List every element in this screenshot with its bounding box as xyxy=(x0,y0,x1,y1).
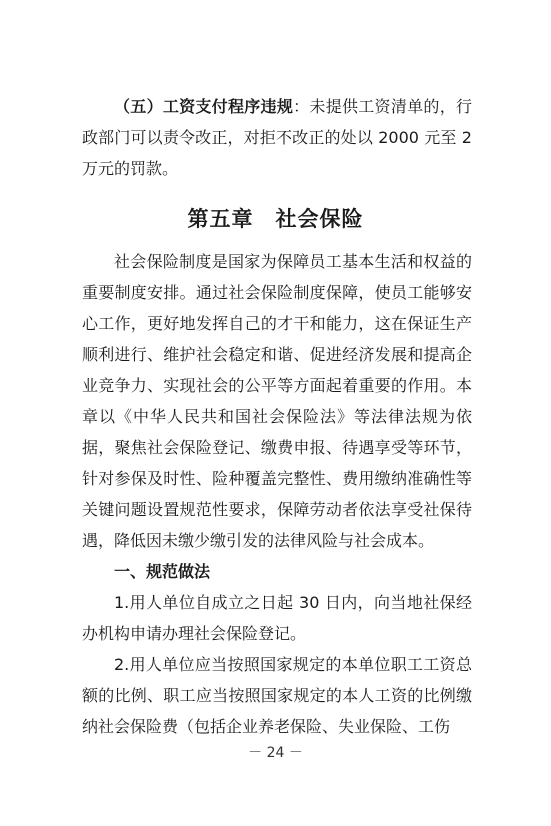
section-heading: 一、规范做法 xyxy=(114,562,211,581)
item-label: （五）工资支付程序违规 xyxy=(114,97,294,116)
chapter-number: 第五章 xyxy=(187,206,254,231)
top-section xyxy=(82,91,472,184)
list-item: 2.用人单位应当按照国家规定的本单位职工工资总额的比例、职工应当按照国家规定的本人工资的比例缴纳社会保险费（包括企业养老保险、失业保险、工伤 xyxy=(82,655,472,736)
item-text: ：未提供工资清单的，行政部门可以责令改正，对拒不改正的处以 2000 元至 2 万元的罚款。 xyxy=(82,97,472,178)
penalty-paragraph xyxy=(82,91,472,184)
page-number: － 24 － xyxy=(248,745,303,761)
list-item: 1.用人单位自成立之日起 30 日内，向当地社保经办机构申请办理社会保险登记。 xyxy=(82,593,472,643)
intro-paragraph: 社会保险制度是国家为保障员工基本生活和权益的重要制度安排。通过社会保险制度保障，使员工能够安心工作，更好地发挥自己的才干和能力，这在保证生产顺利进行、维护社会稳定和谐、促进经济发展和提高企业竞争力、实现社会的公平等方面起着重要的作用。本章以《中华人民共和国社会保险法》等法律法规为依据，聚焦社会保险登记、缴费申报、待遇享受等环节，针对参保及时性、险种覆盖完整性、费用缴纳准确性等关键问题设置规范性要求，保障劳动者依法享受社保待遇，降低因未缴少缴引发的法律风险与社会成本。 xyxy=(82,252,472,550)
chapter-name: 社会保险 xyxy=(275,206,364,231)
chapter-title xyxy=(0,203,551,233)
body-section xyxy=(82,246,472,742)
